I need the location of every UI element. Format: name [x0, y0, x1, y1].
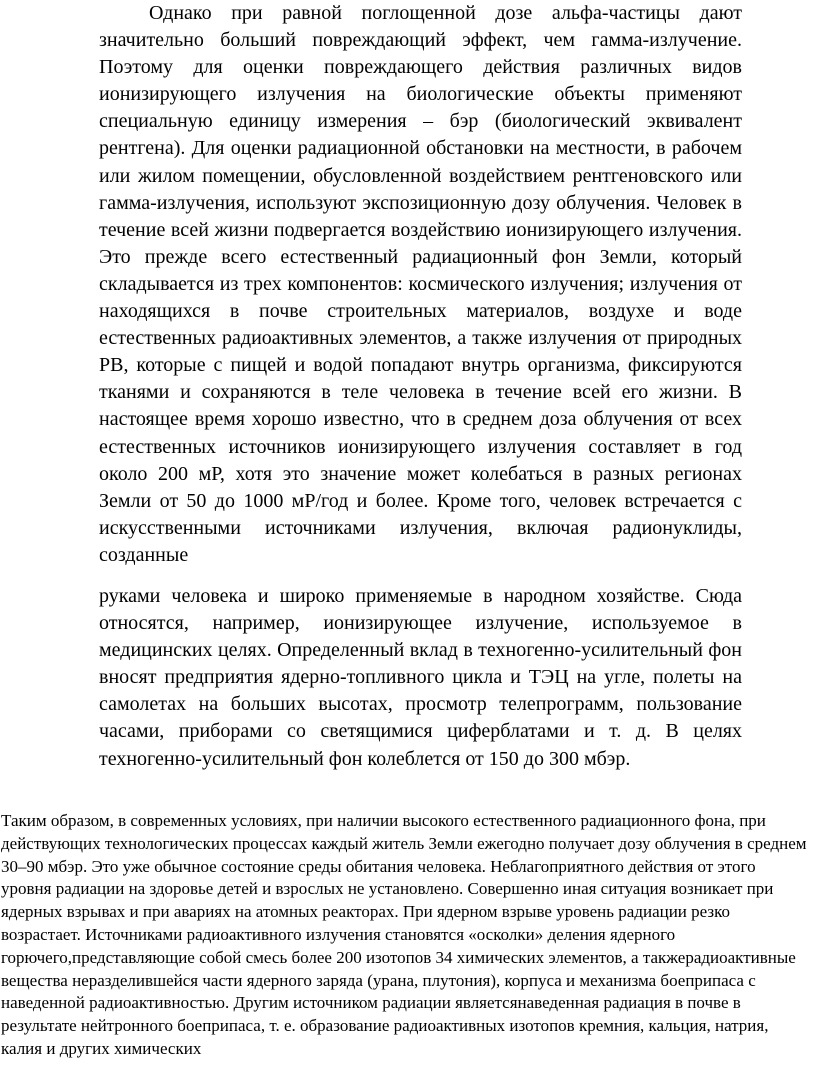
main-text-block [99, 0, 742, 773]
paragraph-2: руками человека и широко применяемые в народном хозяйстве. Сюда относятся, например, ионизирующее излучение, используемое в медицинских целях. Определенный вклад в техногенно-усилительный фон вносят предприятия ядерно-топливного цикла и ТЭЦ на угле, полеты на самолетах на больших высотах, просмотр телепрограмм, пользование часами, приборами со светящимися циферблатами и т. д. В целях техногенно-усилительный фон колеблется от 150 до 300 мбэр. [99, 584, 742, 770]
paragraph-3: Таким образом, в современных условиях, при наличии высокого естественного радиационного фона, при действующих технологических процессах каждый житель Земли ежегодно получает дозу облучения в среднем 30–90 мбэр. Это уже обычное состояние среды обитания человека. Неблагоприятного действия от этого уровня радиации на здоровье детей и взрослых не установлено. Совершенно иная ситуация возникает при ядерных взрывах и при авариях на атомных реакторах. При ядерном взрыве уровень радиации резко возрастает. Источниками радиоактивного излучения становятся «осколки» деления ядерного горючего,представляющие собой смесь более 200 изотопов 34 химических элементов, а такжерадиоактивные вещества неразделившейся части ядерного заряда (урана, плутония), корпуса и механизма боеприпаса с наведенной радиоактивностью. Другим источником радиации являетсянаведенная радиация в почве в результате нейтронного боеприпаса, т. е. образование радиоактивных изотопов кремния, кальция, натрия, калия и других химических [1, 811, 807, 1058]
paragraph-1: Однако при равной поглощенной дозе альфа-частицы дают значительно больший повреждающий эффект, чем гамма-излучение. Поэтому для оценки повреждающего действия различных видов ионизирующего излучения на биологические объекты применяют специальную единицу измерения – бэр (биологический эквивалент рентгена). Для оценки радиационной обстановки на местности, в рабочем или жилом помещении, обусловленной воздействием рентгеновского или гамма-излучения, используют экспозиционную дозу облучения. Человек в течение всей жизни подвергается воздействию ионизирующего излучения. Это прежде всего естественный радиационный фон Земли, который складывается из трех компонентов: космического излучения; излучения от находящихся в почве строительных материалов, воздухе и воде естественных радиоактивных элементов, а также излучения от природных РВ, которые с пищей и водой попадают внутрь организма, фиксируются тканями и сохраняются в теле человека в течение всей его жизни. В настоящее время хорошо известно, что в среднем доза облучения от всех естественных источников ионизирующего излучения составляет в год около 200 мР, хотя это значение может колебаться в разных регионах Земли от 50 до 1000 мР/год и более. Кроме того, человек встречается с искусственными источниками излучения, включая радионуклиды, созданные [99, 2, 742, 566]
bottom-text-block [1, 810, 809, 1061]
